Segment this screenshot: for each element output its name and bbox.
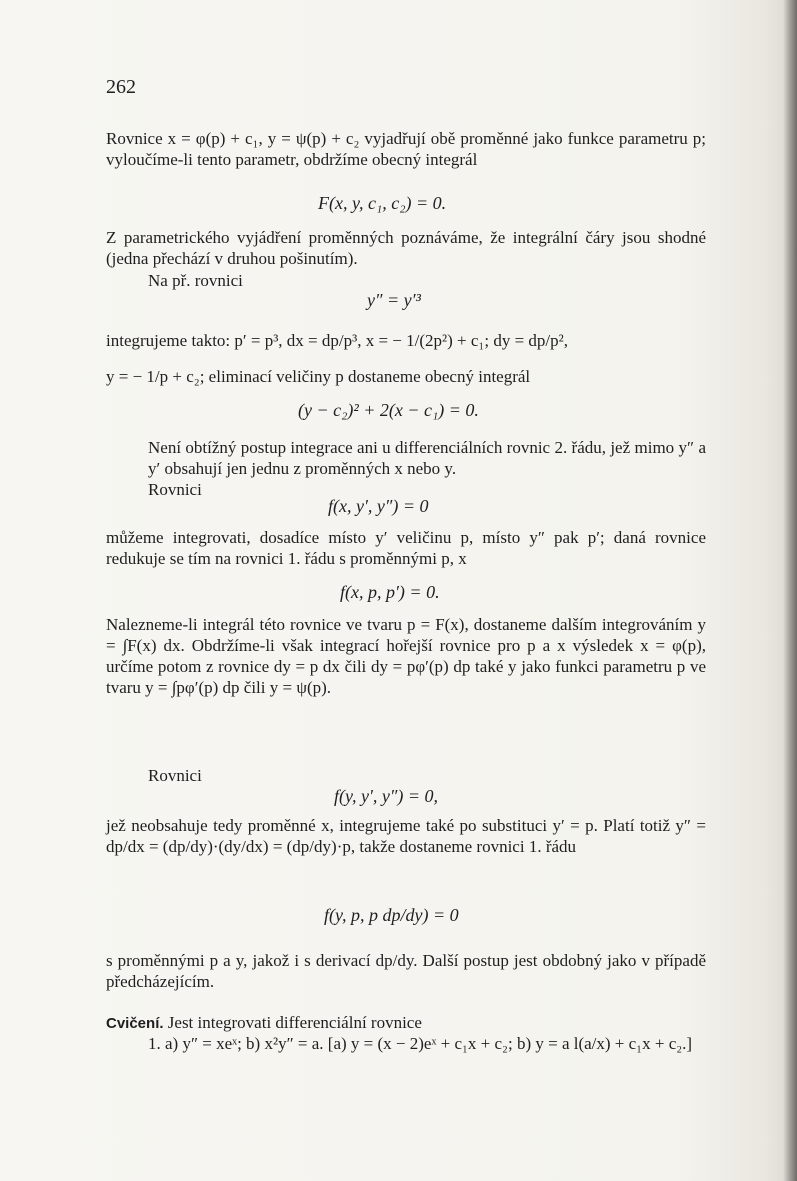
paragraph-9: Rovnici <box>148 766 202 785</box>
paragraph-8: Nalezneme-li integrál této rovnice ve tvaru p = F(x), dostaneme dalším integrováním y = ∫F(x) dx. Obdržíme-li však integrací hořejší rovnice pro p a x výsledek x = φ(p), určíme potom z rovnice dy = p dx čili dy = pφ′(p) dp také y jako funkci parametru p ve tvaru y = ∫pφ′(p) dp čili y = ψ(p). <box>106 615 706 697</box>
equation-4: f(x, y′, y″) = 0 <box>328 496 429 516</box>
paragraph-7: můžeme integrovati, dosadíce místo y′ veličinu p, místo y″ pak p′; daná rovnice redukuje se tím na rovnici 1. řádu s proměnnými p, x <box>106 528 706 568</box>
equation-2: y″ = y′³ <box>367 290 421 310</box>
paragraph-10: jež neobsahuje tedy proměnné x, integrujeme také po substituci y′ = p. Platí totiž y″ = dp/dx = (dp/dy)·(dy/dx) = (dp/dy)·p, takže dostaneme rovnici 1. řádu <box>106 816 706 856</box>
page-number: 262 <box>106 76 136 98</box>
equation-3: (y − c₂)² + 2(x − c₁) = 0. <box>298 400 479 420</box>
paragraph-5: Není obtížný postup integrace ani u differenciálních rovnic 2. řádu, jež mimo y″ a y′ obsahují jen jednu z proměnných x nebo y. <box>148 438 706 478</box>
paragraph-11: s proměnnými p a y, jakož i s derivací dp/dy. Další postup jest obdobný jako v případě předcházejícím. <box>106 951 706 991</box>
equation-6: f(y, y′, y″) = 0, <box>334 786 439 806</box>
paragraph-6: Rovnici <box>148 480 202 499</box>
paragraph-2: Z parametrického vyjádření proměnných poznáváme, že integrální čáry jsou shodné (jedna přechází v druhou pošinutím). <box>106 228 706 268</box>
exercise-intro-text: Jest integrovati differenciální rovnice <box>167 1013 422 1032</box>
paragraph-3: Na př. rovnici <box>148 271 243 290</box>
paragraph-4b: y = − 1/p + c₂; eliminací veličiny p dostaneme obecný integrál <box>106 367 531 386</box>
equation-5: f(x, p, p′) = 0. <box>340 582 440 602</box>
exercise-heading: Cvičení. <box>106 1015 164 1032</box>
paragraph-4a: integrujeme takto: p′ = p³, dx = dp/p³, x = − 1/(2p²) + c₁; dy = dp/p², <box>106 331 568 350</box>
exercise-intro <box>106 1012 706 1034</box>
page-binding-shadow <box>783 0 797 1181</box>
equation-7: f(y, p, p dp/dy) = 0 <box>324 905 459 925</box>
equation-1: F(x, y, c₁, c₂) = 0. <box>318 193 447 213</box>
paragraph-1: Rovnice x = φ(p) + c₁, y = ψ(p) + c₂ vyjadřují obě proměnné jako funkce parametru p; vyloučíme-li tento parametr, obdržíme obecný integrál <box>106 129 706 169</box>
exercise-1: 1. a) y″ = xeˣ; b) x²y″ = a. [a) y = (x − 2)eˣ + c₁x + c₂; b) y = a l(a/x) + c₁x + c₂.] <box>148 1034 693 1053</box>
